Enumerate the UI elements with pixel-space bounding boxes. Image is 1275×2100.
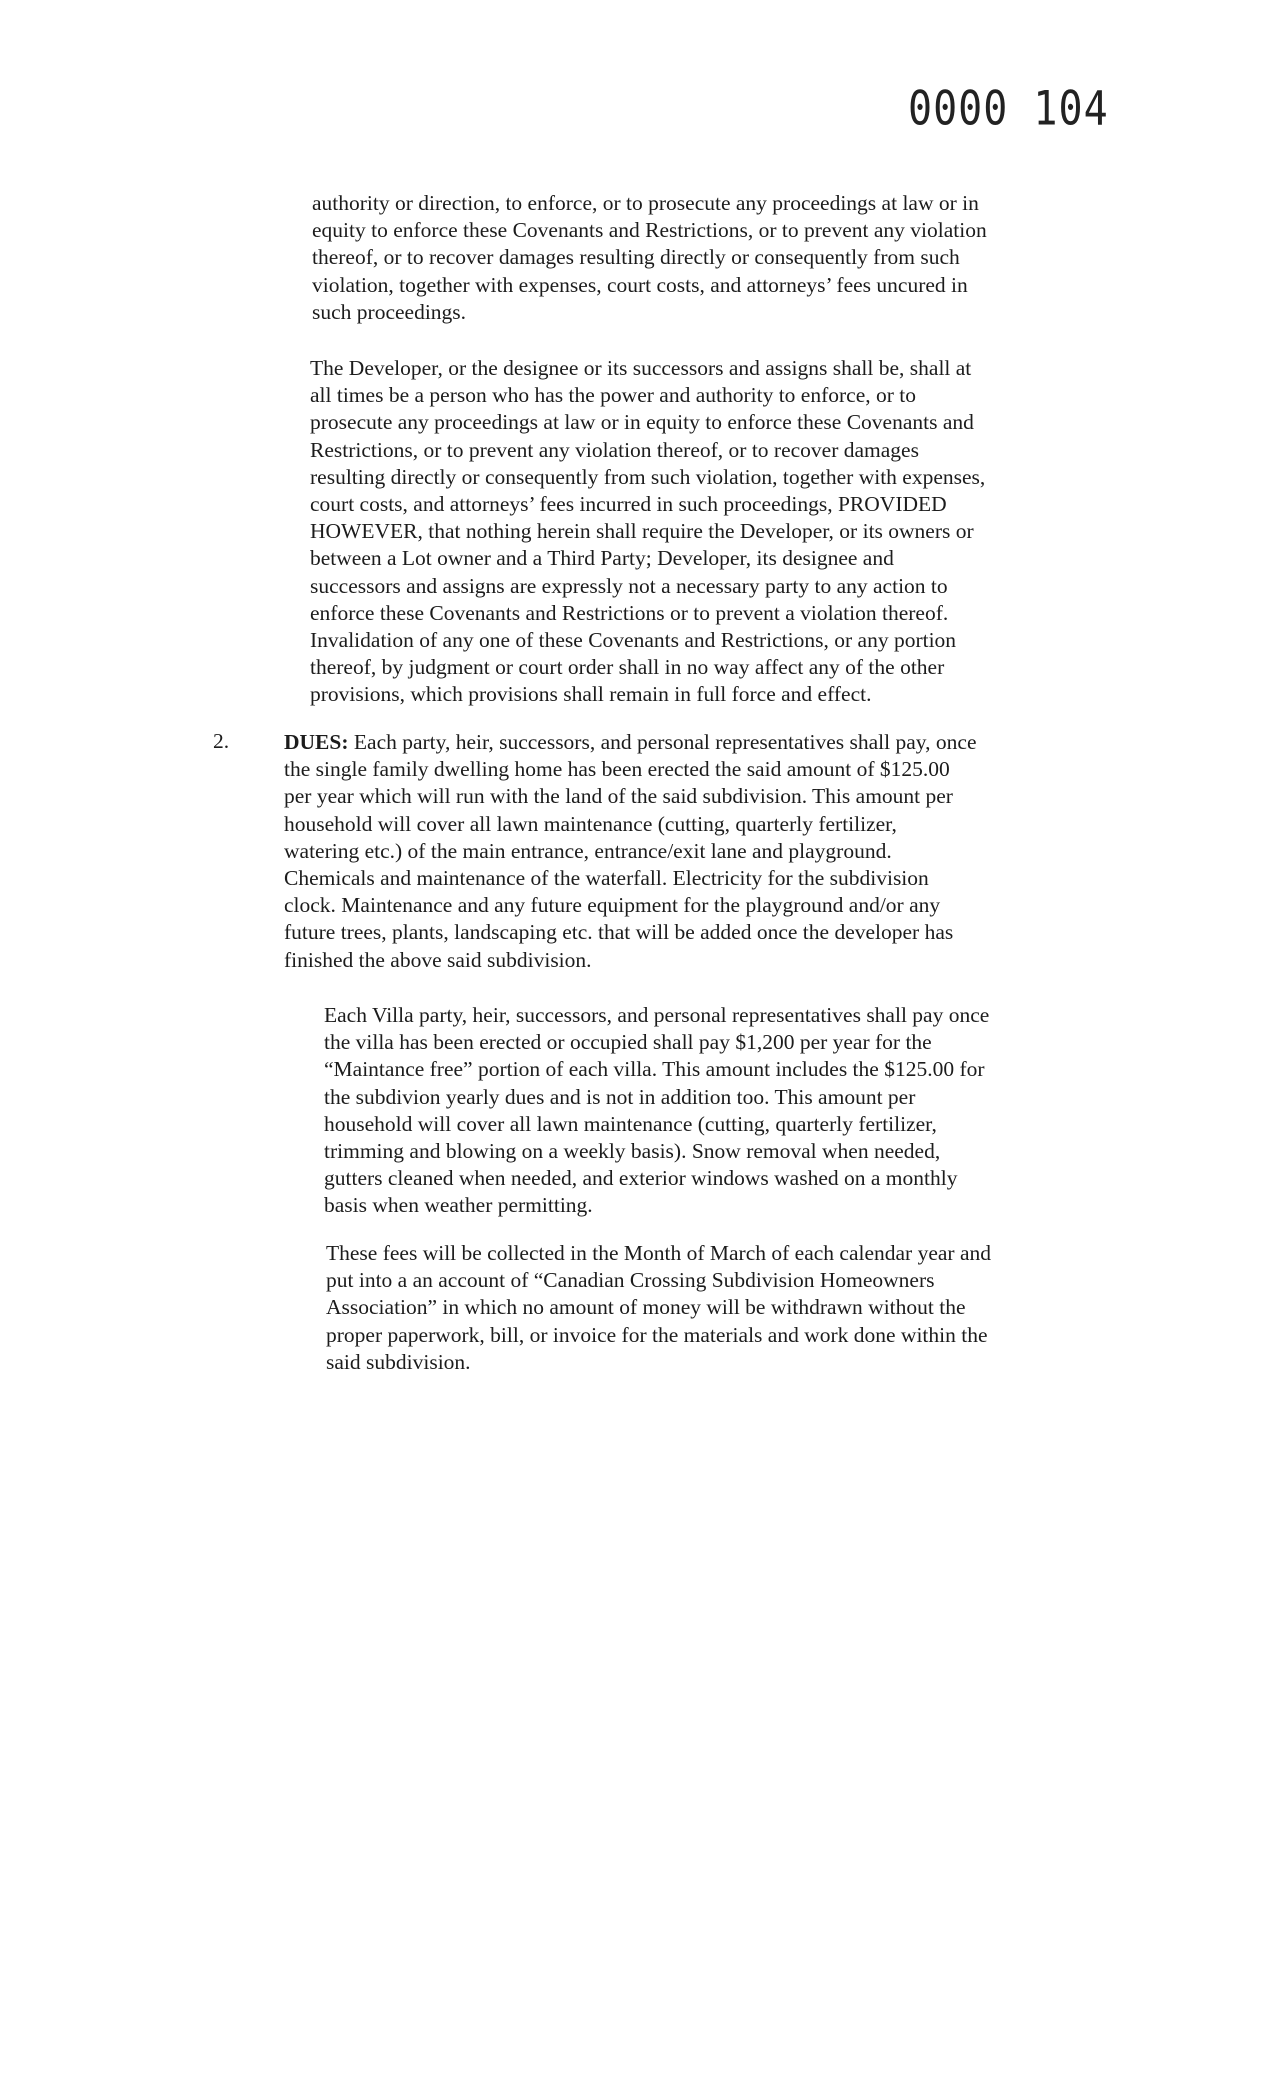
- dues-text: Each party, heir, successors, and personal representatives shall pay, once the single family dwelling home has been erected the said amount of $125.00 per year which will run with the land of the said subdivision. This amount per household will cover all lawn maintenance (cutting, quarterly fertilizer, watering etc.) of the main entrance, entrance/exit lane and playground. Chemicals and maintenance of the waterfall. Electricity for the subdivision clock. Maintenance and any future equipment for the playground and/or any future trees, plants, landscaping etc. that will be added once the developer has finished the above said subdivision.: [284, 730, 977, 972]
- villa-dues-paragraph: Each Villa party, heir, successors, and personal representatives shall pay once the villa has been erected or occupied shall pay $1,200 per year for the “Maintance free” portion of each villa. This amount includes the $125.00 for the subdivion yearly dues and is not in addition too. This amount per household will cover all lawn maintenance (cutting, quarterly fertilizer, trimming and blowing on a weekly basis). Snow removal when needed, gutters cleaned when needed, and exterior windows washed on a monthly basis when weather permitting.: [324, 1003, 990, 1218]
- section-heading: DUES:: [284, 730, 349, 754]
- dues-paragraph: [284, 729, 1094, 974]
- fees-collection-paragraph: These fees will be collected in the Month of March of each calendar year and put into a an account of “Canadian Crossing Subdivision Homeowners Association” in which no amount of money will be withdrawn without the proper paperwork, bill, or invoice for the materials and work done within the said subdivision.: [326, 1241, 992, 1374]
- continuation-paragraph: authority or direction, to enforce, or to prosecute any proceedings at law or in equity to enforce these Covenants and Restrictions, or to prevent any violation thereof, or to recover damages resulting directly or consequently from such violation, together with expenses, court costs, and attorneys’ fees uncured in such proceedings.: [312, 191, 987, 324]
- developer-paragraph: The Developer, or the designee or its successors and assigns shall be, shall at all times be a person who has the power and authority to enforce, or to prosecute any proceedings at law or in equity to enforce these Covenants and Restrictions, or to prevent any violation thereof, or to recover damages resulting directly or consequently from such violation, together with expenses, court costs, and attorneys’ fees incurred in such proceedings, PROVIDED HOWEVER, that nothing herein shall require the Developer, or its owners or between a Lot owner and a Third Party; Developer, its designee and successors and assigns are expressly not a necessary party to any action to enforce these Covenants and Restrictions or to prevent a violation thereof. Invalidation of any one of these Covenants and Restrictions, or any portion thereof, by judgment or court order shall in no way affect any of the other provisions, which provisions shall remain in full force and effect.: [310, 356, 986, 707]
- section-number: 2.: [213, 729, 230, 753]
- page-number: 0000 104: [908, 82, 1109, 137]
